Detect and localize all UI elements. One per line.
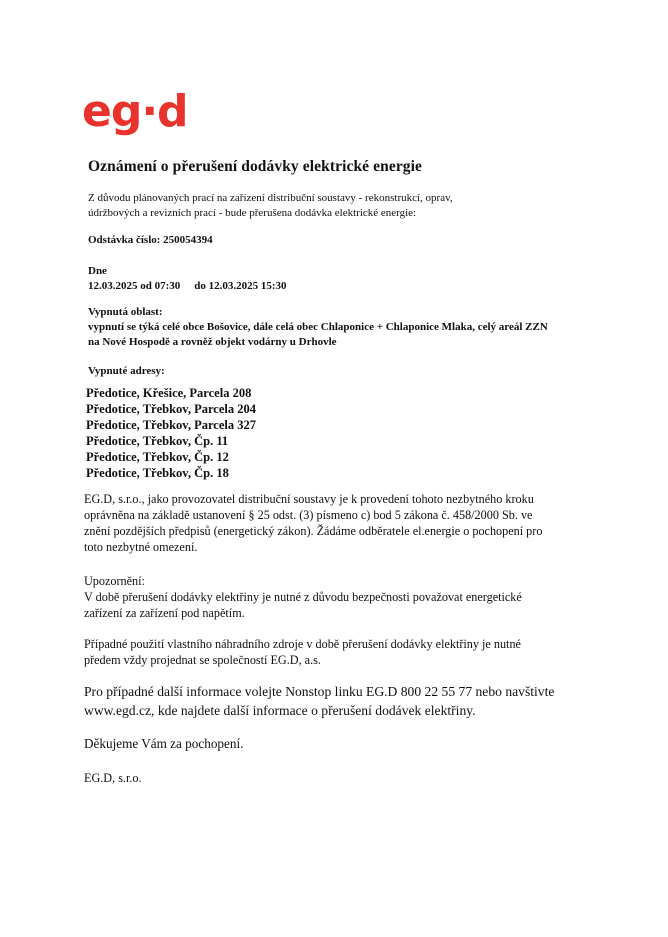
backup-line: předem vždy projednat se společností EG.D, a.s. xyxy=(84,653,321,667)
page-title: Oznámení o přerušení dodávky elektrické energie xyxy=(88,158,423,175)
address-item: Předotice, Třebkov, Parcela 204 xyxy=(86,402,256,416)
signature: EG.D, s.r.o. xyxy=(84,771,142,785)
address-item: Předotice, Třebkov, Čp. 18 xyxy=(86,466,229,480)
address-item: Předotice, Křešice, Parcela 208 xyxy=(86,386,252,400)
legal-line: toto nezbytné omezení. xyxy=(84,540,198,554)
warning-line: zařízení za zařízení pod napětím. xyxy=(84,606,245,620)
backup-line: Případné použití vlastního náhradního zdroje v době přerušení dodávky elektřiny je nutné xyxy=(84,637,521,651)
intro-line: Z důvodu plánovaných prací na zařízení distribuční soustavy - rekonstrukcí, oprav, xyxy=(88,192,453,204)
area-line: vypnutí se týká celé obce Bošovice, dále celá obec Chlaponice + Chlaponice Mlaka, celý areál ZZN xyxy=(88,321,548,333)
legal-line: EG.D, s.r.o., jako provozovatel distribuční soustavy je k provedení tohoto nezbytného kroku xyxy=(84,492,534,506)
address-item: Předotice, Třebkov, Čp. 12 xyxy=(86,450,229,464)
addresses-label: Vypnuté adresy: xyxy=(88,365,165,377)
address-item: Předotice, Třebkov, Parcela 327 xyxy=(86,418,256,432)
area-line: na Nové Hospodě a rovněž objekt vodárny u Drhovle xyxy=(88,336,337,348)
area-label: Vypnutá oblast: xyxy=(88,306,163,318)
egd-logo-mark xyxy=(82,86,202,136)
backup-source-paragraph xyxy=(84,636,614,668)
address-item: Předotice, Třebkov, Čp. 11 xyxy=(86,434,229,448)
outage-number: Odstávka číslo: 250054394 xyxy=(88,234,213,246)
intro-paragraph xyxy=(88,191,528,221)
legal-line: znění pozdějších předpisů (energetický zákon). Žádáme odběratele el.energie o pochopení pro xyxy=(84,524,543,538)
address-list xyxy=(86,385,256,481)
outage-date xyxy=(88,264,287,294)
intro-line: údržbových a revizních prací - bude přerušena dodávka elektrické energie: xyxy=(88,207,417,219)
date-from: 12.03.2025 od 07:30 xyxy=(88,280,181,292)
egd-logo-text: eg·d xyxy=(82,86,188,136)
contact-line: www.egd.cz, kde najdete další informace o přerušení dodávek elektřiny. xyxy=(84,703,476,718)
date-range xyxy=(88,279,287,294)
warning-paragraph xyxy=(84,573,614,621)
outage-area xyxy=(88,305,608,350)
egd-logo xyxy=(82,86,202,136)
thanks-line: Děkujeme Vám za pochopení. xyxy=(84,736,244,751)
legal-line: oprávněna na základě ustanovení § 25 odst. (3) písmeno c) bod 5 zákona č. 458/2000 Sb. ve xyxy=(84,508,533,522)
contact-paragraph xyxy=(84,682,554,720)
legal-paragraph xyxy=(84,491,614,555)
warning-line: V době přerušení dodávky elektřiny je nutné z důvodu bezpečnosti považovat energetické xyxy=(84,590,522,604)
date-to: do 12.03.2025 15:30 xyxy=(194,280,287,292)
contact-line: Pro případné další informace volejte Nonstop linku EG.D 800 22 55 77 nebo navštivte xyxy=(84,684,555,699)
date-label: Dne xyxy=(88,265,107,277)
warning-heading: Upozornění: xyxy=(84,574,145,588)
